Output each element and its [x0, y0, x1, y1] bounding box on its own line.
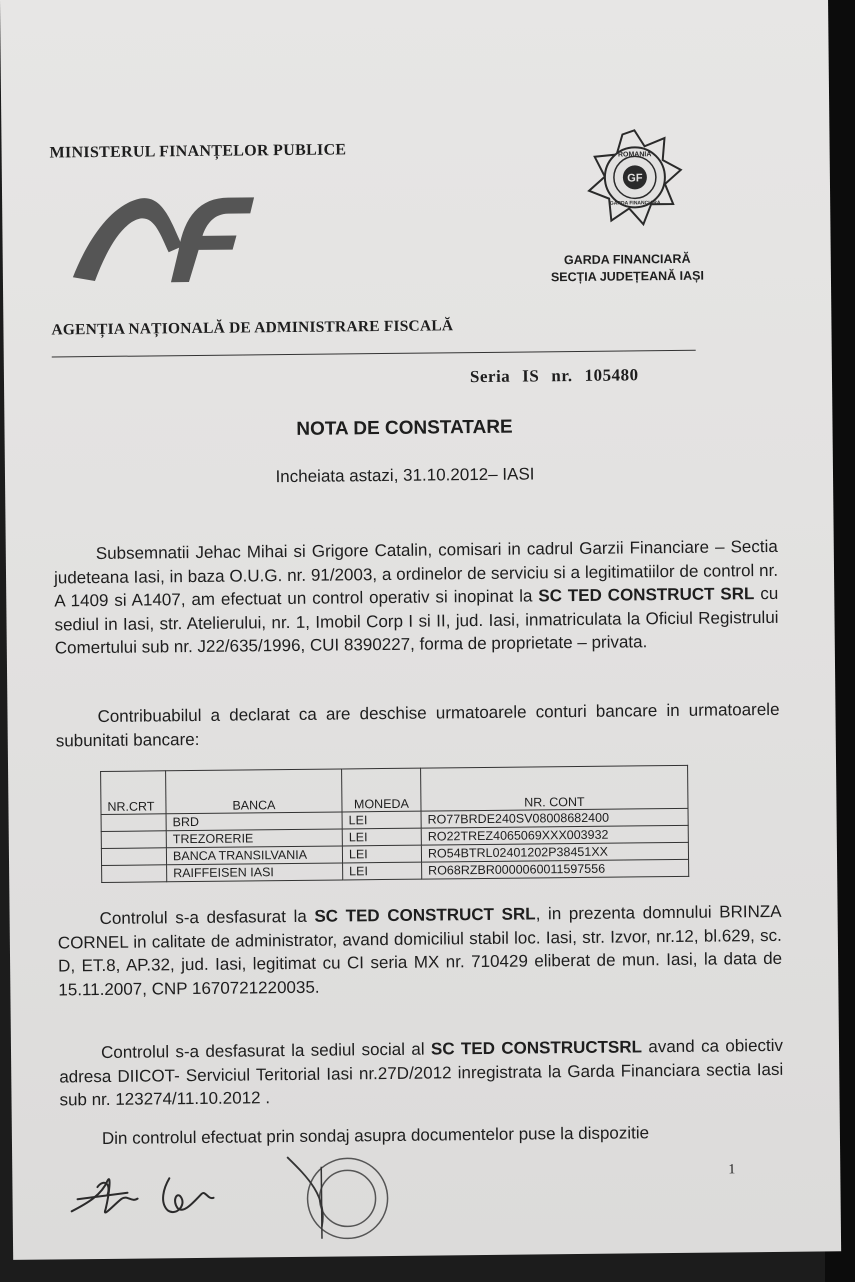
paragraph-control-objective	[59, 1034, 784, 1112]
cell-nr	[101, 848, 166, 866]
emblem-center-text: GF	[627, 172, 643, 185]
cell-currency: LEI	[342, 811, 421, 829]
column-header: BANCA	[166, 769, 342, 814]
page-number: 1	[728, 1162, 736, 1178]
cell-currency: LEI	[342, 845, 421, 863]
official-stamp	[277, 1146, 408, 1247]
cell-bank: BRD	[166, 812, 342, 831]
series-label: Seria	[469, 366, 511, 387]
company-name: SC TED CONSTRUCT SRL	[538, 584, 755, 606]
p3-text-a: Controlul s-a desfasurat la	[99, 906, 315, 929]
paragraph-bank-accounts-intro	[55, 698, 779, 753]
p3-text-b: , in prezenta domnului BRINZA CORNEL in calitate de administrator, avand domiciliul stabil loc. Iasi, str. Izvor, nr.12, bl.629, sc. D, ET.8, AP.32, jud. Iasi, legitimat cu CI seria MX nr. 710429 eliberat de mun. Iasi, la data de 15.11.2007, CNP 1670721220035.	[57, 901, 783, 999]
p1-text-a: Subsemnatii Jehac Mihai si Grigore Catalin, comisari in cadrul Garzii Financiare – Sectia judeteana Iasi, in baza O.U.G. nr. 91/2003, a ordinelor de serviciu si a legitimatiilor de control nr. A 1409 si A1407, am efectuat un control operativ si inopinat la	[53, 536, 779, 611]
paragraph-findings-start	[60, 1120, 784, 1151]
paragraph-control-presence	[58, 900, 783, 1002]
cell-nr	[101, 831, 166, 849]
p4-text-b: avand ca obiectiv adresa DIICOT- Serviciul Teritorial Iasi nr.27D/2012 inregistrata la Garda Financiara sectia Iasi sub nr. 123274/11.10.2012 .	[59, 1035, 784, 1110]
agency-heading: AGENȚIA NAȚIONALĂ DE ADMINISTRARE FISCALĂ	[51, 317, 454, 339]
emblem-bottom-text: GARDA FINANCIARA	[609, 200, 661, 207]
series-number	[470, 365, 651, 387]
cell-account: RO22TREZ4065069XXX003932	[421, 825, 688, 845]
cell-account: RO54BTRL02401202P38451XX	[421, 842, 688, 862]
bank-accounts-table	[100, 765, 689, 883]
ministry-heading: MINISTERUL FINANȚELOR PUBLICE	[49, 141, 347, 162]
column-header: MONEDA	[342, 768, 421, 812]
p4-text-a: Controlul s-a desfasurat la sediul social al	[100, 1039, 432, 1062]
table-header-row	[101, 765, 688, 814]
garda-line-2: SECȚIA JUDEȚEANĂ IAȘI	[550, 268, 705, 285]
p2-text: Contribuabilul a declarat ca are deschise urmatoarele conturi bancare in urmatoarele subunitati bancare:	[55, 699, 780, 750]
company-name: SC TED CONSTRUCTSRL	[430, 1037, 643, 1059]
garda-line-1: GARDA FINANCIARĂ	[563, 251, 691, 268]
p5-text: Din controlul efectuat prin sondaj asupra documentelor puse la dispozitie	[101, 1123, 650, 1148]
cell-account: RO77BRDE240SV08008682400	[421, 808, 688, 828]
cell-bank: TREZORERIE	[166, 829, 342, 848]
cell-nr	[102, 865, 167, 883]
series-value: IS	[522, 366, 540, 386]
p1-text-b: cu sediul in Iasi, str. Atelierului, nr. 1, Imobil Corp I si II, jud. Iasi, inmatriculata la Oficiul Registrului Comertului sub nr. J22/635/1996, CUI 8390227, forma de proprietate – privata.	[54, 583, 779, 658]
cell-nr	[101, 814, 166, 832]
document-title: NOTA DE CONSTATARE	[296, 416, 513, 440]
anaf-logo	[68, 185, 259, 287]
paragraph-inspectors	[54, 535, 779, 660]
column-header: NR. CONT	[421, 765, 688, 811]
column-header: NR.CRT	[101, 771, 166, 815]
cell-bank: RAIFFEISEN IASI	[167, 863, 343, 882]
nr-label: nr.	[551, 366, 573, 386]
emblem-ring-text: ROMANIA	[617, 151, 652, 159]
cell-bank: BANCA TRANSILVANIA	[166, 846, 342, 865]
concluded-date: Incheiata astazi, 31.10.2012– IASI	[275, 464, 535, 487]
handwritten-signatures	[67, 1157, 248, 1229]
company-name: SC TED CONSTRUCT SRL	[314, 904, 536, 926]
document-number: 105480	[584, 365, 639, 385]
cell-account: RO68RZBR0000060011597556	[422, 859, 689, 879]
header-divider	[52, 350, 696, 358]
garda-financiara-caption	[551, 251, 704, 287]
garda-financiara-emblem	[586, 128, 683, 233]
cell-currency: LEI	[343, 862, 422, 880]
cell-currency: LEI	[342, 828, 421, 846]
